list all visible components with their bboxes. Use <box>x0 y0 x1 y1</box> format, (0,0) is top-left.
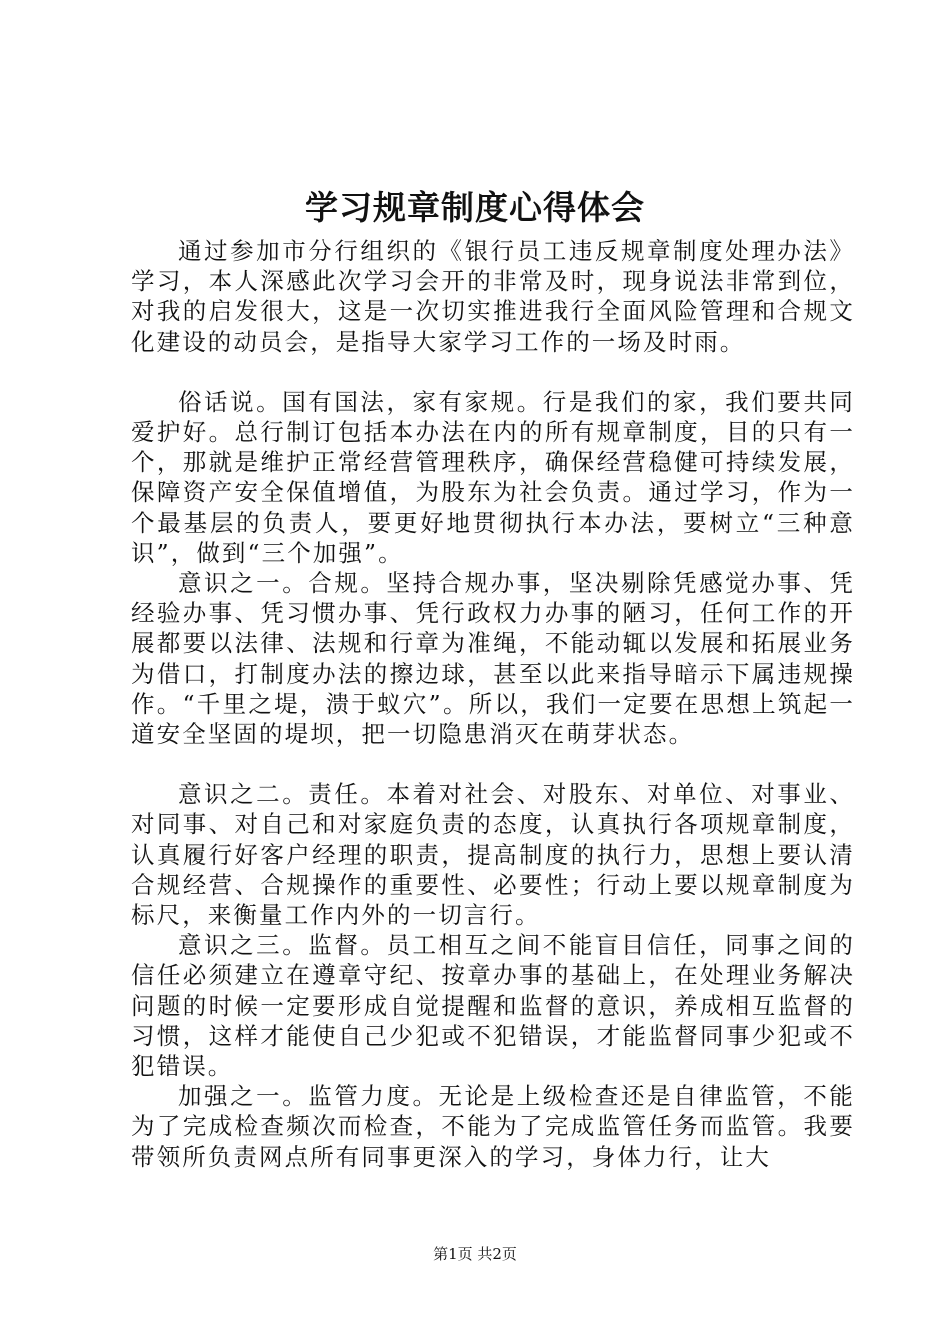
paragraph-awareness-compliance: 意识之一。合规。坚持合规办事，坚决剔除凭感觉办事、凭经验办事、凭习惯办事、凭行政权力办事的陋习，任何工作的开展都要以法律、法规和行章为准绳，不能动辄以发展和拓展业务为借口，打制度办法的擦边球，甚至以此来指导暗示下属违规操作。“千里之堤，溃于蚁穴”。所以，我们一定要在思想上筑起一道安全坚固的堤坝，把一切隐患消灭在萌芽状态。 <box>131 569 855 749</box>
document-body <box>131 236 855 1172</box>
paragraph-awareness-responsibility: 意识之二。责任。本着对社会、对股东、对单位、对事业、对同事、对自己和对家庭负责的态度，认真执行各项规章制度，认真履行好客户经理的职责，提高制度的执行力，思想上要认清合规经营、合规操作的重要性、必要性；行动上要以规章制度为标尺，来衡量工作内外的一切言行。 <box>131 780 855 930</box>
paragraph-intro: 通过参加市分行组织的《银行员工违反规章制度处理办法》学习，本人深感此次学习会开的非常及时，现身说法非常到位，对我的启发很大，这是一次切实推进我行全面风险管理和合规文化建设的动员会，是指导大家学习工作的一场及时雨。 <box>131 237 855 356</box>
paragraph-strengthen-oversight: 加强之一。监管力度。无论是上级检查还是自律监管，不能为了完成检查频次而检查，不能为了完成监管任务而监管。我要带领所负责网点所有同事更深入的学习，身体力行，让大 <box>131 1082 855 1171</box>
page-footer: 第1页 共2页 <box>433 1245 517 1263</box>
document-title: 学习规章制度心得体会 <box>305 188 645 227</box>
paragraph-awareness-supervision: 意识之三。监督。员工相互之间不能盲目信任，同事之间的信任必须建立在遵章守纪、按章办事的基础上，在处理业务解决问题的时候一定要形成自觉提醒和监督的意识，养成相互监督的习惯，这样才能使自己少犯或不犯错误，才能监督同事少犯或不犯错误。 <box>131 931 855 1081</box>
paragraph-saying: 俗话说。国有国法，家有家规。行是我们的家，我们要共同爱护好。总行制订包括本办法在内的所有规章制度，目的只有一个，那就是维护正常经营管理秩序，确保经营稳健可持续发展，保障资产安全保值增值，为股东为社会负责。通过学习，作为一个最基层的负责人，要更好地贯彻执行本办法，要树立“三种意识”，做到“三个加强”。 <box>131 387 855 567</box>
